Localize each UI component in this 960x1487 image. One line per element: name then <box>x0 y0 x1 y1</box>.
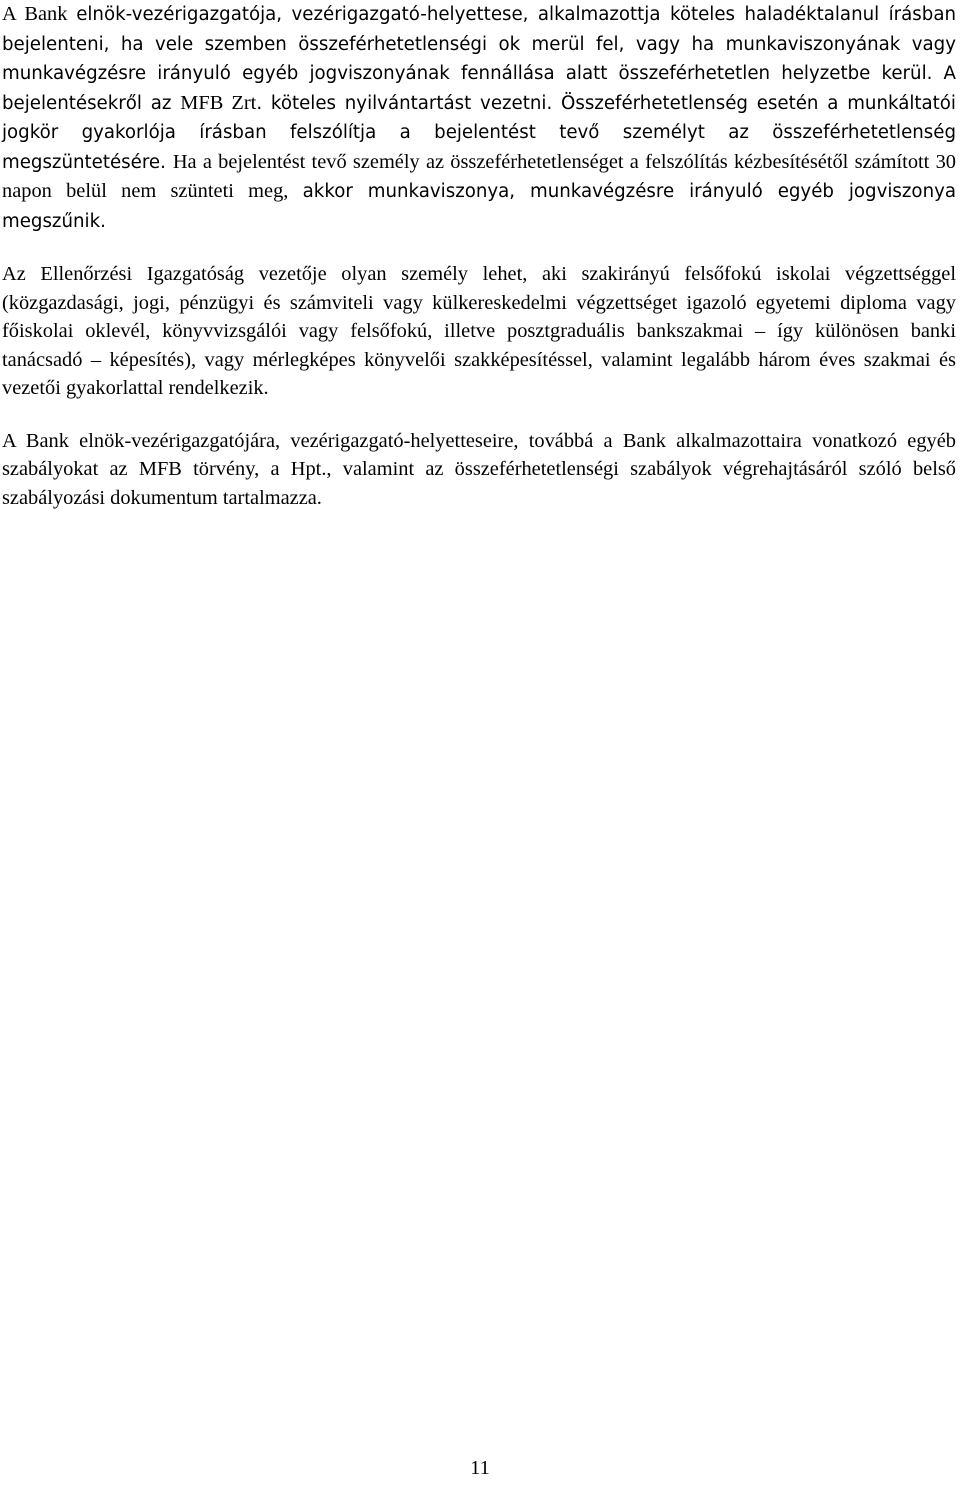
text-run: Ha a bejelentést tevő személy az összeférhetetlenséget a felszólítás kézbesítésétől számított 30 napon belül nem szünteti meg, <box>2 150 956 202</box>
paragraph-audit-director-requirements <box>2 260 956 403</box>
text-run: elnök-vezérigazgatója, vezérigazgató-helyettese, alkalmazottja köteles haladéktalanul írásban bejelenteni, ha vele szemben összeférhetetlenségi ok merül fel, vagy ha munkaviszonyának vagy munkavégzésre irányuló egyéb jogviszonyának fennállása alatt összeférhetetlen helyzetbe kerül. A bejelentésekről az <box>2 4 956 114</box>
text-run: MFB Zrt <box>180 91 257 114</box>
paragraph-other-rules <box>2 427 956 513</box>
page-number: 11 <box>470 1457 490 1479</box>
paragraph-conflict-of-interest <box>2 0 956 236</box>
text-run: A Bank elnök-vezérigazgatójára, vezérigazgató-helyetteseire, továbbá a Bank alkalmazottaira vonatkozó egyéb szabályokat az MFB törvény, a Hpt., valamint az összeférhetetlenségi szabályok végrehajtásáról szóló belső szabályozási dokumentum tartalmazza. <box>2 429 956 509</box>
text-run: . köteles nyilvántartást vezetni. Összeférhetetlenség esetén a munkáltatói jogkör gyakorlója írásban felszólítja a bejelentést tevő személyt az összeférhetetlenség megszüntetésére. <box>2 92 956 173</box>
document-body <box>2 0 956 536</box>
text-run: Az Ellenőrzési Igazgatóság vezetője olyan személy lehet, aki szakirányú felsőfokú iskolai végzettséggel (közgazdasági, jogi, pénzügyi és számviteli vagy külkereskedelmi végzettséget igazoló egyetemi diploma vagy főiskolai oklevél, könyvvizsgálói vagy felsőfokú, illetve posztgraduális bankszakmai – így különösen banki tanácsadó – képesítés), vagy mérlegképes könyvelői szakképesítéssel, valamint legalább három éves szakmai és vezetői gyakorlattal rendelkezik. <box>2 263 956 399</box>
text-run: A Bank <box>2 3 77 25</box>
text-run: akkor munkaviszonya, munkavégzésre irányuló egyéb jogviszonya megszűnik. <box>2 181 956 232</box>
